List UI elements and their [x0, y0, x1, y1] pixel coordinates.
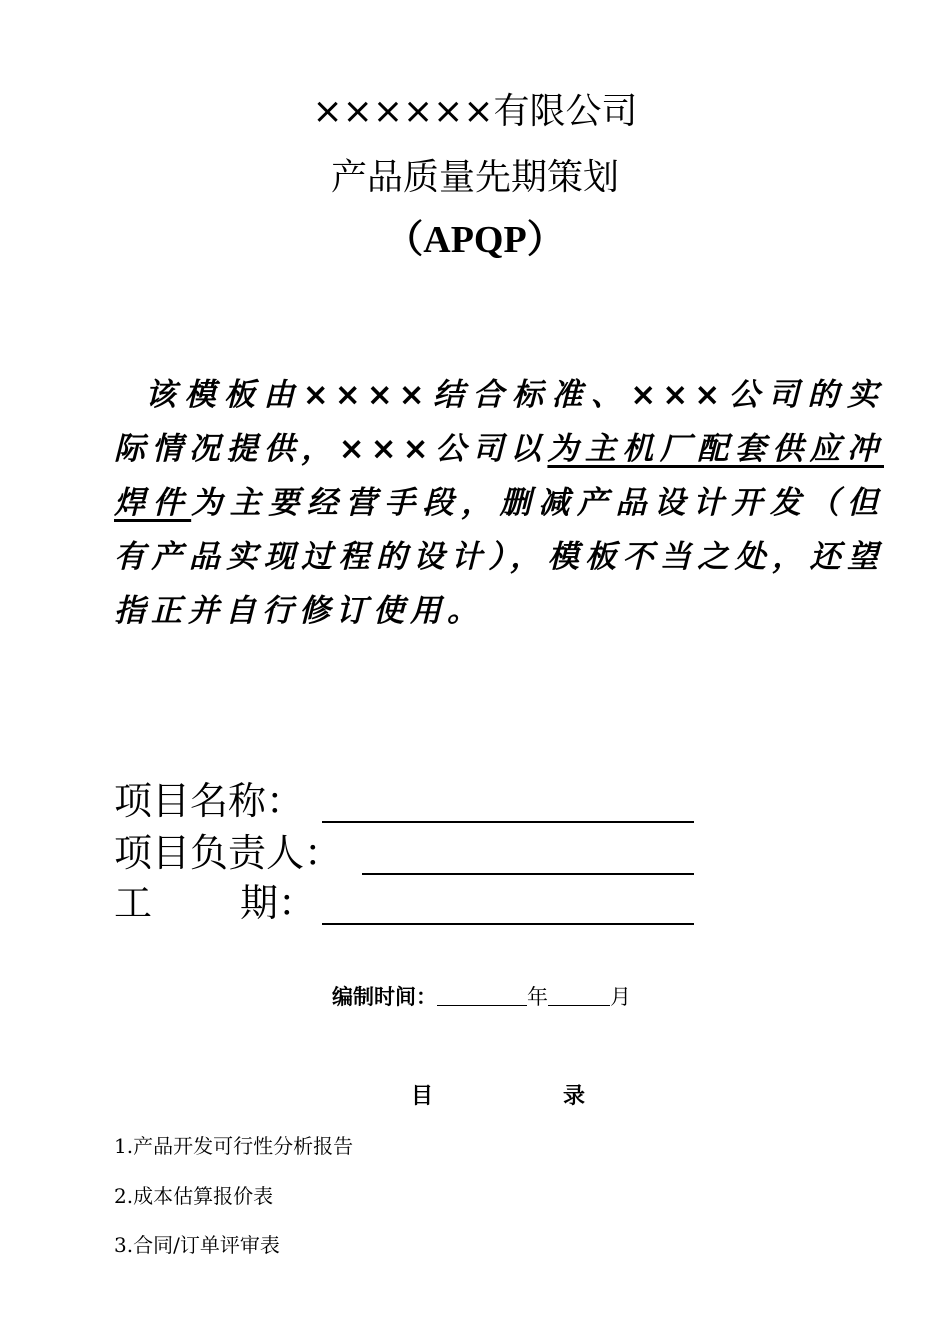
toc-heading-part-2: 录: [563, 1084, 586, 1109]
compile-date-label: 编制时间：: [332, 985, 437, 1009]
toc-item: 3.合同/订单评审表: [114, 1233, 280, 1257]
toc-item: 1.产品开发可行性分析报告: [114, 1134, 354, 1158]
project-name-field: [114, 777, 714, 825]
toc-heading-part-1: 目: [411, 1084, 434, 1109]
intro-text-part1: 该模板由××××结合标准、×××公司的实际情况提供，×××公司以: [114, 377, 884, 467]
month-blank[interactable]: [548, 983, 610, 1006]
project-lead-label: 项目负责人：: [114, 831, 343, 875]
period-label-char-2: 期：: [240, 881, 317, 925]
period-field: [114, 879, 714, 927]
compile-date-line: [332, 982, 631, 1012]
intro-text-part2: 为主要经营手段，删减产品设计开发（但有产品实现过程的设计），模板不当之处，还望指正并自行修订使用。: [114, 485, 885, 629]
year-unit: 年: [527, 985, 548, 1009]
toc-item: 2.成本估算报价表: [114, 1184, 274, 1208]
year-blank[interactable]: [437, 983, 527, 1006]
month-unit: 月: [610, 985, 631, 1009]
project-lead-blank[interactable]: [362, 873, 694, 875]
main-title: 产品质量先期策划: [330, 157, 619, 198]
project-name-blank[interactable]: [322, 821, 694, 823]
abbreviation-title: （APQP）: [385, 219, 565, 261]
project-name-label: 项目名称：: [114, 779, 305, 823]
period-blank[interactable]: [322, 923, 694, 925]
company-title: ××××××有限公司: [312, 91, 638, 132]
period-label-char-1: 工: [114, 881, 153, 925]
intro-text-underlined: 为主机厂配套供应冲焊件: [114, 431, 884, 521]
project-lead-field: [114, 829, 714, 877]
intro-paragraph: [114, 368, 884, 638]
